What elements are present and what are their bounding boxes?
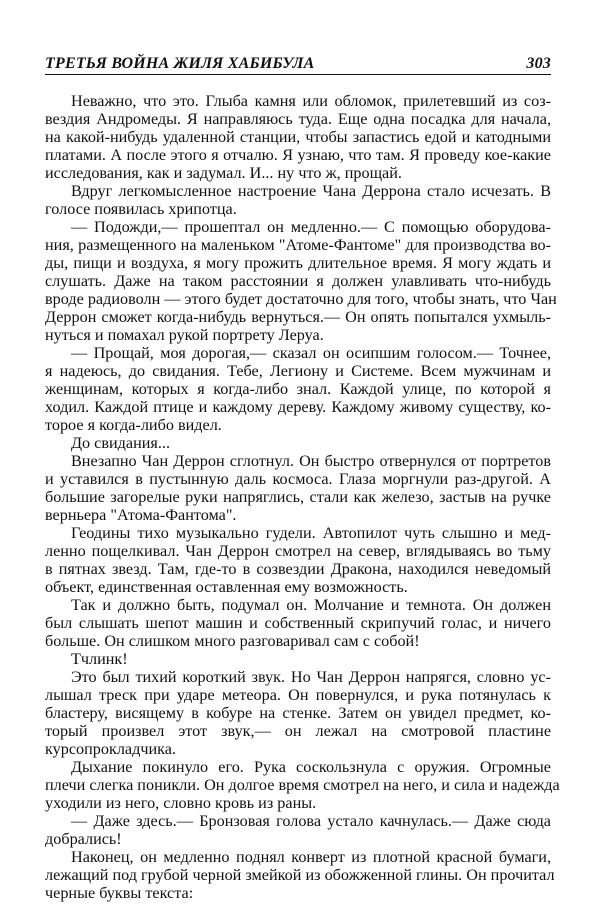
text-line: Тчлинк! xyxy=(71,650,128,668)
text-line: Дыхание покинуло его. Рука соскользнула с оружия. Огромные xyxy=(71,758,551,776)
text-line: вездия Андромеды. Я направляюсь туда. Еще одна посадка для начала, xyxy=(45,110,551,128)
paragraph xyxy=(45,452,551,524)
text-line: нуться и помахал рукой портрету Леруа. xyxy=(45,326,324,344)
text-line: Вдруг легкомысленное настроение Чана Деррона стало исчезать. В xyxy=(71,182,551,200)
text-line: вроде радиоволн — этого будет достаточно для того, чтобы знать, что Чан xyxy=(45,290,557,308)
text-line: лежащий под грубой черной змейкой из обожженной глины. Он прочитал xyxy=(45,866,555,884)
text-line: ленно пощелкивал. Чан Деррон смотрел на север, вглядываясь во тьму xyxy=(45,542,551,560)
paragraph xyxy=(45,650,551,668)
paragraph xyxy=(45,758,560,812)
paragraph xyxy=(45,182,551,218)
text-line: исследования, как и задумал. И... ну что ж, прощай. xyxy=(45,164,402,182)
paragraph xyxy=(45,92,551,182)
text-line: Это был тихий короткий звук. Но Чан Деррон напрягся, словно ус- xyxy=(71,668,551,686)
paragraph xyxy=(45,596,551,650)
text-line: — Подожди,— прошептал он медленно.— С помощью оборудова- xyxy=(71,218,551,236)
text-line: ния, размещенного на маленьком "Атоме-Фантоме" для производства во- xyxy=(45,236,551,254)
text-line: платами. А после этого я отчалю. Я узнаю, что там. Я проведу кое-какие xyxy=(45,146,551,164)
paragraph xyxy=(45,812,551,848)
text-line: на какой-нибудь удаленной станции, чтобы запастись едой и катодными xyxy=(45,128,551,146)
text-line: Неважно, что это. Глыба камня или обломок, прилетевший из соз- xyxy=(71,92,551,110)
text-line: больше. Он слишком много разговаривал сам с собой! xyxy=(45,632,420,650)
paragraph xyxy=(45,218,557,344)
paragraph xyxy=(45,848,555,902)
text-line: и уставился в пустынную даль космоса. Глаза моргнули раз-другой. А xyxy=(45,470,551,488)
text-line: ды, пищи и воздуха, я могу прожить длительное время. Я могу ждать и xyxy=(45,254,551,272)
paragraph xyxy=(45,434,551,452)
text-line: голосе появилась хрипотца. xyxy=(45,200,237,218)
text-line: верньера "Атома-Фантома". xyxy=(45,506,237,524)
text-line: — Прощай, моя дорогая,— сказал он осипшим голосом.— Точнее, xyxy=(71,344,551,362)
text-line: лышал треск при ударе метеора. Он повернулся, и рука потянулась к xyxy=(45,686,551,704)
text-line: торый произвел этот звук,— он лежал на смотровой пластине xyxy=(45,722,551,740)
page-number: 303 xyxy=(526,55,551,72)
text-line: черные буквы текста: xyxy=(45,884,194,902)
text-line: женщинам, которых я когда-либо знал. Каждой улице, по которой я xyxy=(45,380,551,398)
text-line: — Даже здесь.— Бронзовая голова устало качнулась.— Даже сюда xyxy=(71,812,551,830)
text-line: уходили из него, словно кровь из раны. xyxy=(45,794,317,812)
text-line: был слышать шепот машин и собственный скрипучий голас, и ничего xyxy=(45,614,551,632)
book-title: ТРЕТЬЯ ВОЙНА ЖИЛЯ ХАБИБУЛА xyxy=(45,55,315,72)
running-header xyxy=(45,52,551,75)
text-line: торое я когда-либо видел. xyxy=(45,416,222,434)
text-line: До свидания... xyxy=(71,434,171,452)
paragraph xyxy=(45,344,551,434)
text-line: Так и должно быть, подумал он. Молчание и темнота. Он должен xyxy=(71,596,551,614)
text-line: Внезапно Чан Деррон сглотнул. Он быстро отвернулся от портретов xyxy=(71,452,551,470)
paragraph xyxy=(45,668,551,758)
text-line: курсопрокладчика. xyxy=(45,740,176,758)
text-line: Деррон сможет когда-нибудь вернуться.— Он опять попытался ухмыль- xyxy=(45,308,551,326)
page-body-text xyxy=(45,92,560,902)
text-line: бластеру, висящему в кобуре на стенке. Затем он увидел предмет, ко- xyxy=(45,704,551,722)
text-line: добрались! xyxy=(45,830,122,848)
text-line: Наконец, он медленно поднял конверт из плотной красной бумаги, xyxy=(71,848,551,866)
text-line: объект, единственная оставленная ему возможность. xyxy=(45,578,408,596)
text-line: слушать. Даже на таком расстоянии я должен улавливать что-нибудь xyxy=(45,272,551,290)
text-line: Геодины тихо музыкально гудели. Автопилот чуть слышно и мед- xyxy=(71,524,551,542)
paragraph xyxy=(45,524,551,596)
text-line: я надеюсь, до свидания. Тебе, Легиону и Системе. Всем мужчинам и xyxy=(45,362,551,380)
text-line: большие загорелые руки напряглись, стали как железо, застыв на ручке xyxy=(45,488,551,506)
text-line: ходил. Каждой птице и каждому дереву. Каждому живому существу, ко- xyxy=(45,398,551,416)
text-line: плечи слегка поникли. Он долгое время смотрел на него, и сила и надежда xyxy=(45,776,560,794)
text-line: в пятнах звезд. Там, где-то в созвездии Дракона, находился неведомый xyxy=(45,560,551,578)
